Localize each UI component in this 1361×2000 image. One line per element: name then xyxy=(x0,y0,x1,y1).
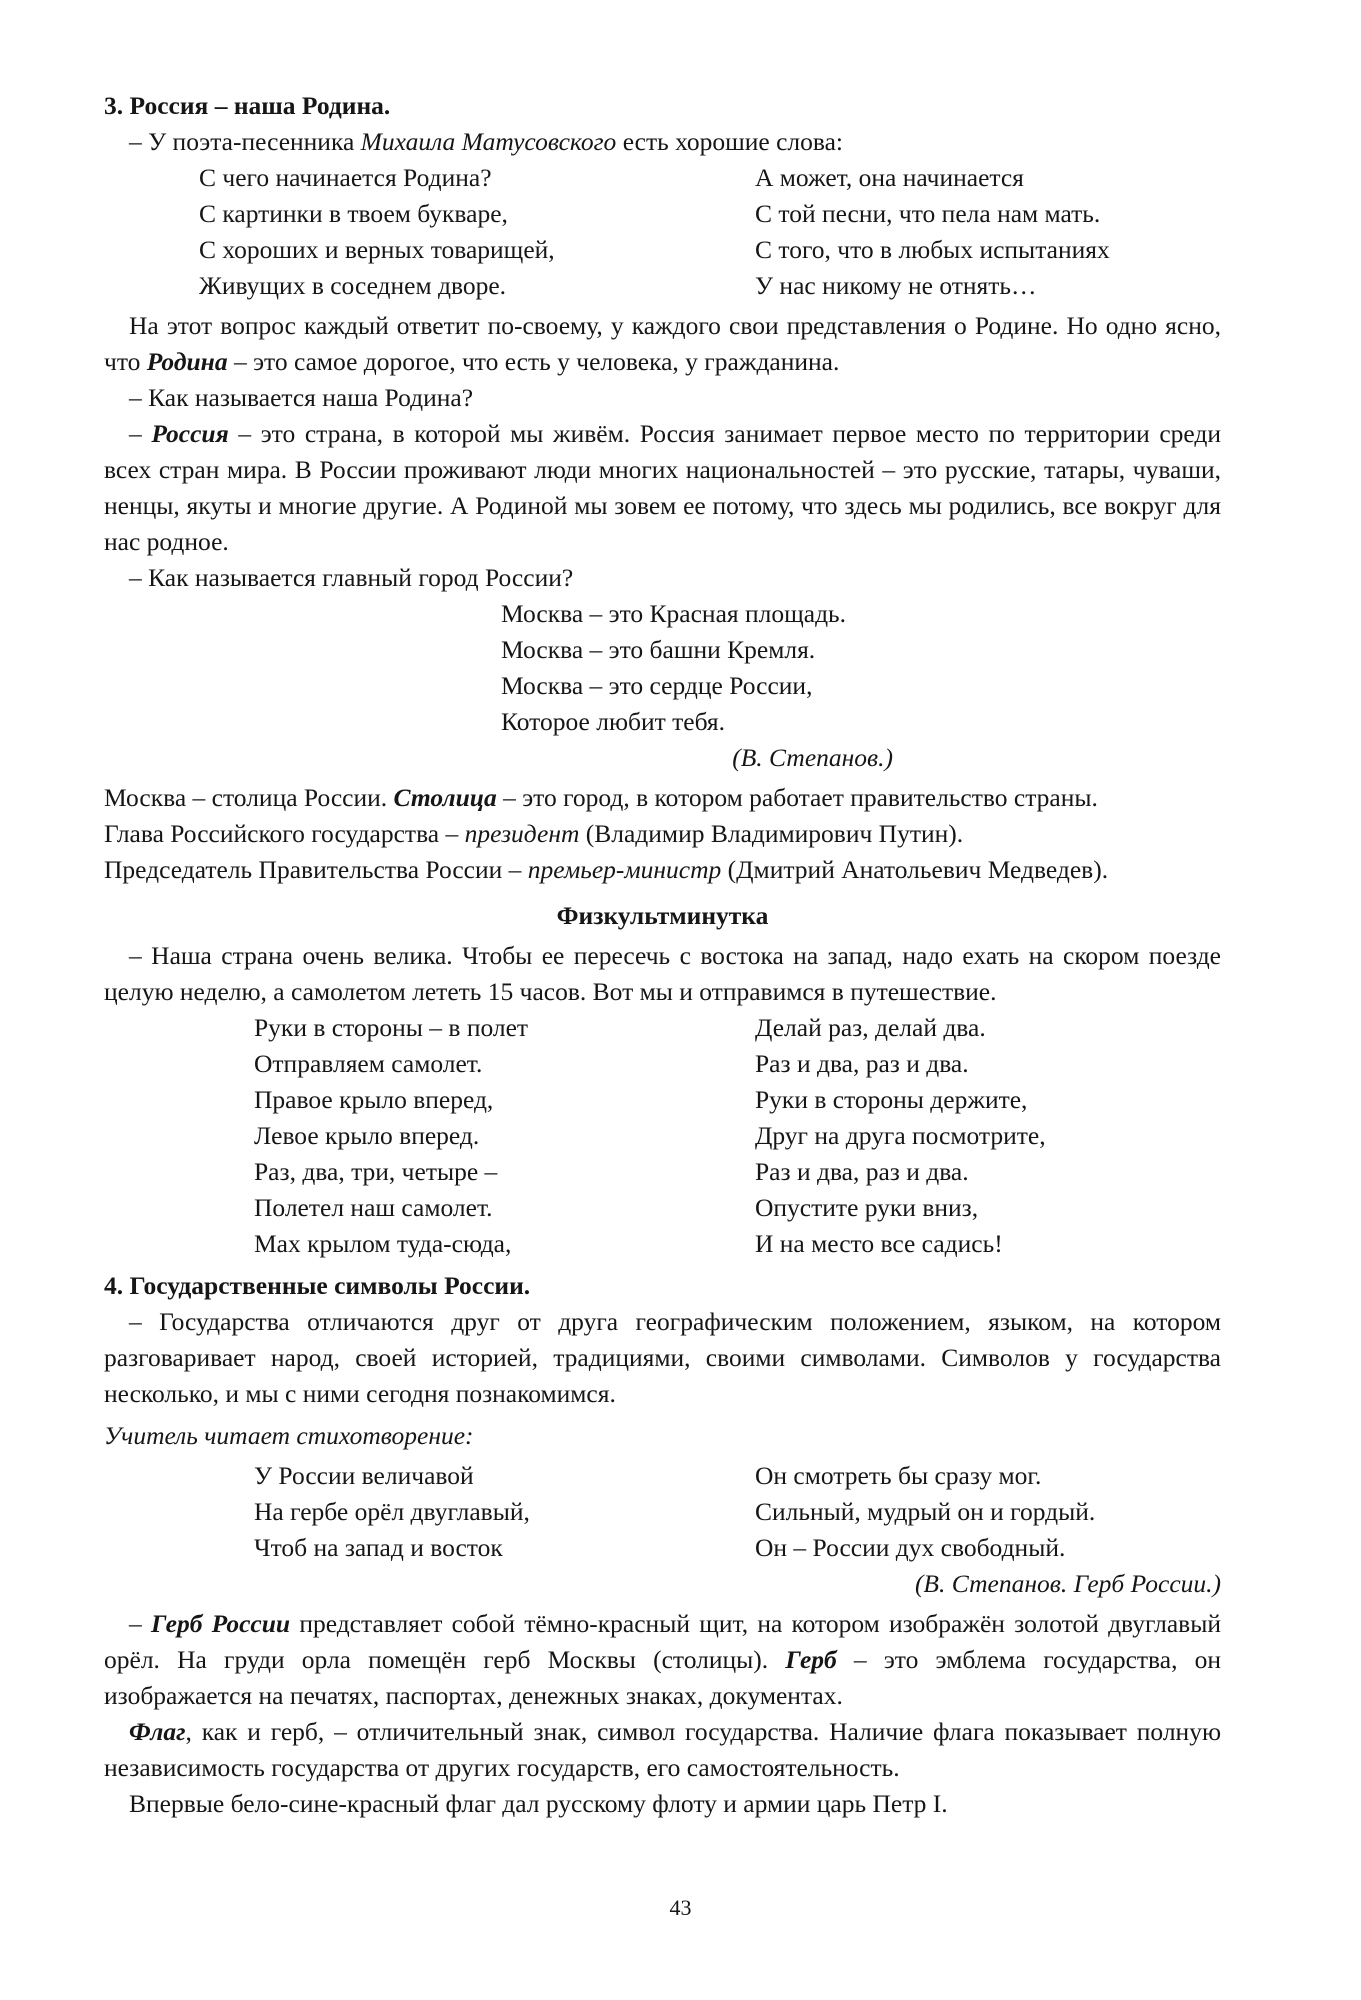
poem-rodina-right xyxy=(755,160,1110,304)
russia-paragraph xyxy=(104,416,1221,560)
premier-line xyxy=(104,852,1221,888)
poem-plane xyxy=(104,1010,1221,1262)
capital-line xyxy=(104,780,1221,816)
intro-text: – У поэта-песенника xyxy=(129,127,361,156)
teacher-reads: Учитель читает стихотворение: xyxy=(104,1421,474,1450)
poem-line: С того, что в любых испытаниях xyxy=(755,235,1110,264)
poem-line: С той песни, что пела нам мать. xyxy=(755,199,1101,228)
poem-gerb-right xyxy=(755,1458,1095,1566)
dash: – xyxy=(129,419,152,448)
term-flag: Флаг xyxy=(129,1717,186,1746)
poem-line: Опустите руки вниз, xyxy=(755,1193,979,1222)
question-capital: – Как называется главный город России? xyxy=(129,563,574,592)
term-rodina: Родина xyxy=(146,347,228,376)
phys-paragraph: – Наша страна очень велика. Чтобы ее пересечь с востока на запад, надо ехать на скором поезде целую неделю, а самолетом лететь 15 часов. Вот мы и отправимся в путешествие. xyxy=(104,941,1221,1006)
term-president: президент xyxy=(464,819,580,848)
poem-line: Москва – это башни Кремля. xyxy=(501,635,816,664)
flag-history: Впервые бело-сине-красный флаг дал русскому флоту и армии царь Петр I. xyxy=(129,1789,948,1818)
poem-line: Раз, два, три, четыре – xyxy=(254,1157,498,1186)
poem-plane-left xyxy=(254,1010,755,1262)
flag-paragraph xyxy=(104,1714,1221,1786)
term-gerb: Герб xyxy=(785,1645,837,1674)
poem-line: Москва – это сердце России, xyxy=(501,671,813,700)
poem-line: Он – России дух свободный. xyxy=(755,1533,1066,1562)
term-capital: Столица xyxy=(393,783,497,812)
poem-line: Друг на друга посмотрите, xyxy=(755,1121,1046,1150)
poem-line: У нас никому не отнять… xyxy=(755,271,1037,300)
paragraph-text: Глава Российского государства – xyxy=(104,819,465,848)
dash: – xyxy=(129,1609,151,1638)
paragraph-text: – это город, в котором работает правительство страны. xyxy=(496,783,1098,812)
poem-line: У России величавой xyxy=(254,1461,474,1490)
poem-gerb-author: (В. Степанов. Герб России.) xyxy=(914,1569,1221,1598)
poem-line: Чтоб на запад и восток xyxy=(254,1533,503,1562)
phys-title: Физкультминутка xyxy=(556,901,769,930)
poem-line: А может, она начинается xyxy=(755,163,1024,192)
page-number: 43 xyxy=(669,1895,692,1920)
poem-line: Делай раз, делай два. xyxy=(755,1013,986,1042)
poem-line: Мах крылом туда-сюда, xyxy=(254,1229,512,1258)
section-4-title: 4. Государственные символы России. xyxy=(104,1271,531,1300)
poem-line: Москва – это Красная площадь. xyxy=(501,599,847,628)
poem-line: Руки в стороны держите, xyxy=(755,1085,1028,1114)
rodina-paragraph xyxy=(104,308,1221,380)
paragraph-text: На этот вопрос каждый ответит по-своему, у каждого свои представления о Родине. Но одно ясно, что xyxy=(104,311,1221,376)
poem-line: Раз и два, раз и два. xyxy=(755,1157,969,1186)
section-3-title: 3. Россия – наша Родина. xyxy=(104,91,391,120)
poem-line: Левое крыло вперед. xyxy=(254,1121,480,1150)
symbols-paragraph: – Государства отличаются друг от друга географическим положением, языком, на котором разговаривает народ, своей историей, традициями, своими символами. Символов у государства несколько, и мы с ними сегодня познакомимся. xyxy=(104,1307,1221,1408)
poem-line: Руки в стороны – в полет xyxy=(254,1013,529,1042)
president-line xyxy=(104,816,1221,852)
poem-line: На гербе орёл двуглавый, xyxy=(254,1497,530,1526)
poem-line: Отправляем самолет. xyxy=(254,1049,483,1078)
poem-gerb-left xyxy=(254,1458,755,1566)
poem-rodina xyxy=(104,160,1221,304)
poem-line: С картинки в твоем букваре, xyxy=(199,199,508,228)
paragraph-text: , как и герб, – отличительный знак, символ государства. Наличие флага показывает полную независимость государства от других государств, его самостоятельность. xyxy=(104,1717,1221,1782)
poem-line: С чего начинается Родина? xyxy=(199,163,492,192)
paragraph-text: представляет собой тёмно-красный щит, на котором изображён золотой двуглавый орёл. На груди орла помещён герб Москвы (столицы). xyxy=(104,1609,1222,1674)
poem-moscow-author: (В. Степанов.) xyxy=(732,743,893,772)
intro-text-end: есть хорошие слова: xyxy=(616,127,844,156)
paragraph-text: Председатель Правительства России – xyxy=(104,855,528,884)
poem-line: Правое крыло вперед, xyxy=(254,1085,494,1114)
poem-plane-right xyxy=(755,1010,1046,1262)
gerb-paragraph xyxy=(104,1606,1221,1714)
term-gerb-russia: Герб России xyxy=(151,1609,291,1638)
poem-line: И на место все садись! xyxy=(755,1229,1003,1258)
poem-line: Сильный, мудрый он и гордый. xyxy=(755,1497,1096,1526)
poem-gerb xyxy=(104,1458,1221,1566)
paragraph-text: (Дмитрий Анатольевич Медведев). xyxy=(721,855,1109,884)
poem-line: Он смотреть бы сразу мог. xyxy=(755,1461,1042,1490)
section-3-intro xyxy=(104,124,1221,160)
paragraph-text: – это самое дорогое, что есть у человека, у гражданина. xyxy=(227,347,840,376)
poem-line: Которое любит тебя. xyxy=(501,707,726,736)
paragraph-text: (Владимир Владимирович Путин). xyxy=(579,819,964,848)
poem-moscow xyxy=(104,596,1221,740)
poem-line: Раз и два, раз и два. xyxy=(755,1049,969,1078)
poem-line: Полетел наш самолет. xyxy=(254,1193,493,1222)
term-russia: Россия xyxy=(151,419,229,448)
term-premier: премьер-министр xyxy=(527,855,722,884)
poem-rodina-left xyxy=(199,160,755,304)
paragraph-text: – это эмблема государства, он изображается на печатях, паспортах, денежных знаках, документах. xyxy=(104,1645,1222,1710)
question-rodina: – Как называется наша Родина? xyxy=(129,383,474,412)
poem-line: С хороших и верных товарищей, xyxy=(199,235,555,264)
paragraph-text: – это страна, в которой мы живём. Россия занимает первое место по территории среди всех стран мира. В России проживают люди многих национальностей – это русские, татары, чуваши, ненцы, якуты и многие другие. А Родиной мы зовем ее потому, что здесь мы родились, все вокруг для нас родное. xyxy=(104,419,1222,556)
poem-line: Живущих в соседнем дворе. xyxy=(199,271,507,300)
paragraph-text: Москва – столица России. xyxy=(104,783,394,812)
poet-name: Михаила Матусовского xyxy=(360,127,617,156)
